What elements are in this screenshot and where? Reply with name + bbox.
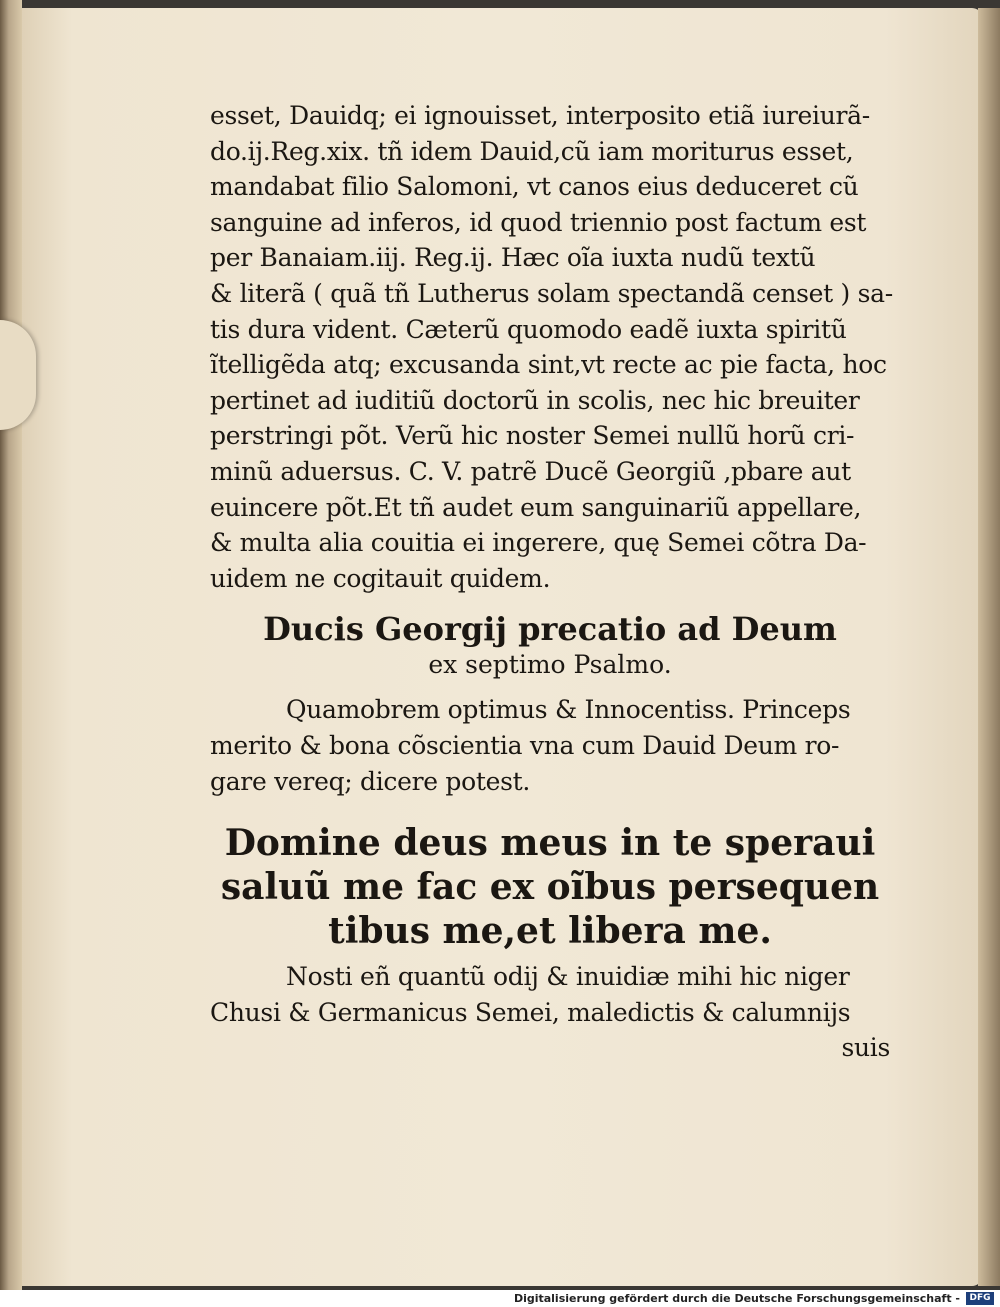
text-line: & literã ( quã tñ Lutherus solam spectandã censet ) sa- [210,278,893,308]
text-line: gare vereq; dicere potest. [210,766,531,796]
text-line: & multa alia couitia ei ingerere, quę Semei cõtra Da- [210,528,867,558]
text-line: per Banaiam.iij. Reg.ij. Hæc oĩa iuxta nudũ textũ [210,243,816,273]
text-line: sanguine ad inferos, id quod triennio post factum est [210,207,867,237]
paragraph-1 [210,98,893,596]
footer-bar [0,1290,1000,1307]
text-line: euincere põt.Et tñ audet eum sanguinariũ appellare, [210,492,862,522]
verse-line: saluũ me fac ex oĩbus persequen [220,866,880,909]
section-heading [210,610,890,682]
dfg-logo-icon: DFG [966,1292,994,1305]
book-gutter [978,8,1000,1286]
text-line: merito & bona cõscientia vna cum Dauid Deum ro- [210,730,840,760]
page-text [210,98,893,1066]
paragraph-3 [210,959,890,1066]
text-line: tis dura vident. Cæterũ quomodo eadẽ iuxta spiritũ [210,314,847,344]
text-line: perstringi põt. Verũ hic noster Semei nullũ horũ cri- [210,421,855,451]
heading-subtitle: ex septimo Psalmo. [428,650,672,680]
verse-line: Domine deus meus in te speraui [224,822,876,865]
funding-credit: Digitalisierung gefördert durch die Deutsche Forschungsgemeinschaft - [513,1292,960,1305]
verse-line: tibus me,et libera me. [328,910,772,953]
paragraph-2 [210,692,890,799]
catchword: suis [841,1033,890,1063]
text-line: minũ aduersus. C. V. patrẽ Ducẽ Georgiũ ,pbare aut [210,456,851,486]
text-line: Quamobrem optimus & Innocentiss. Princeps [286,695,851,725]
text-line: do.ij.Reg.xix. tñ idem Dauid,cũ iam moriturus esset, [210,136,854,166]
text-line: ĩtelligẽda atq; excusanda sint,vt recte ac pie facta, hoc [210,350,887,380]
heading-title: Ducis Georgij precatio ad Deum [263,610,837,649]
text-line: mandabat filio Salomoni, vt canos eius deduceret cũ [210,172,859,202]
text-line: Chusi & Germanicus Semei, maledictis & calumnijs [210,997,851,1027]
text-line: pertinet ad iuditiũ doctorũ in scolis, nec hic breuiter [210,385,860,415]
text-line: esset, Dauidq; ei ignouisset, interposito etiã iureiurã- [210,101,870,130]
text-line: Nosti eñ quantũ odij & inuidiæ mihi hic niger [286,962,850,992]
psalm-verse-heading [210,821,890,953]
text-line: uidem ne cogitauit quidem. [210,563,551,593]
book-edge [0,0,22,1290]
